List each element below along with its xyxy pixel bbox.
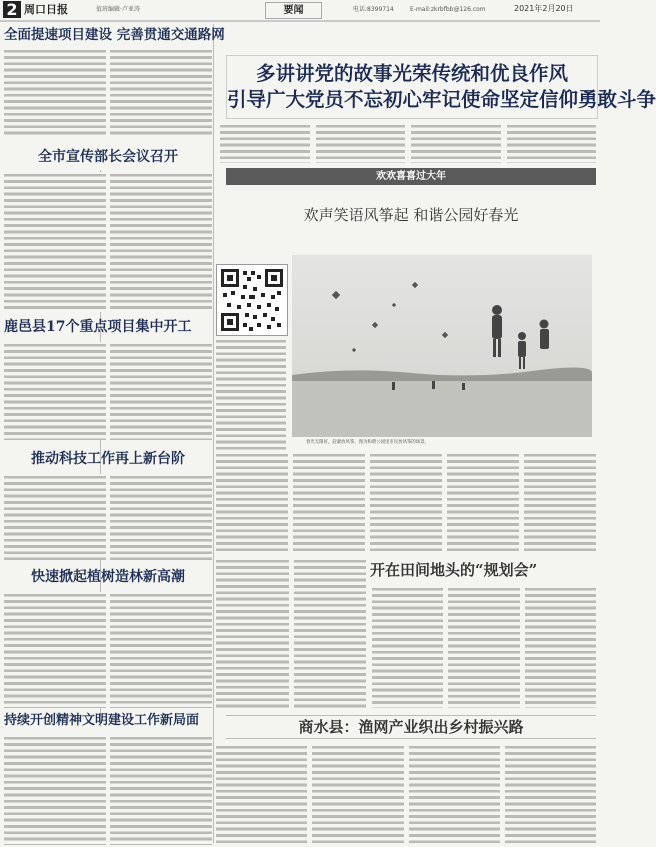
article-body-text bbox=[312, 744, 403, 844]
page-header bbox=[0, 0, 600, 22]
phone-number: 电话:8399714 bbox=[353, 6, 394, 13]
feature-body-left bbox=[216, 338, 286, 450]
issue-date: 2021年2月20日 bbox=[514, 4, 574, 13]
article-body-text bbox=[216, 452, 288, 552]
left-article bbox=[4, 26, 225, 138]
left-article bbox=[4, 568, 212, 708]
left-article bbox=[4, 318, 212, 442]
article-body-text bbox=[220, 123, 310, 163]
photo-caption: 春光无限好，赶紧放风筝。图为和谐公园里市民放风筝的场景。 bbox=[306, 440, 429, 445]
article-headline: 快速掀起植树造林新高潮 bbox=[31, 569, 185, 585]
article-body-text bbox=[507, 123, 597, 163]
article-body-text bbox=[293, 452, 365, 552]
article-body-text bbox=[4, 342, 106, 440]
article-body-text bbox=[4, 474, 106, 560]
left-article bbox=[4, 712, 212, 845]
editor-credit: 值班编辑·卢亚涛 bbox=[96, 6, 140, 13]
article-headline: 鹿邑县17个重点项目集中开工 bbox=[4, 319, 192, 335]
article-body-text bbox=[4, 172, 106, 312]
article-headline: 推动科技工作再上新台阶 bbox=[31, 451, 185, 467]
article-headline: 持续开创精神文明建设工作新局面 bbox=[4, 713, 200, 728]
article-body-text bbox=[4, 592, 106, 708]
article2-headline: 开在田间地头的“规划会” bbox=[370, 561, 538, 579]
article3-headline: 商水县：渔网产业织出乡村振兴路 bbox=[226, 715, 596, 739]
article-body-text bbox=[110, 592, 212, 708]
article-body-text bbox=[525, 586, 596, 708]
article-body-text bbox=[294, 558, 367, 708]
article-body-text bbox=[216, 558, 289, 708]
article-body-text bbox=[4, 735, 106, 845]
article3-body bbox=[216, 744, 596, 844]
feature-body bbox=[216, 452, 596, 552]
article-headline: 全市宣传部长会议召开 bbox=[38, 149, 178, 165]
article-body-text bbox=[4, 48, 106, 136]
article-body-text bbox=[316, 123, 406, 163]
article-body-text bbox=[524, 452, 596, 552]
article-body-text bbox=[370, 452, 442, 552]
page-number: 2 bbox=[3, 1, 21, 18]
left-article bbox=[4, 450, 212, 560]
article-body-text bbox=[216, 744, 307, 844]
article-body-text bbox=[448, 586, 519, 708]
article-body-text bbox=[110, 172, 212, 312]
left-article bbox=[4, 140, 212, 316]
section-title: 要闻 bbox=[265, 2, 322, 19]
article2-body-right bbox=[372, 586, 596, 708]
article-body-text bbox=[447, 452, 519, 552]
lead-article-body bbox=[220, 123, 596, 163]
article-body-text bbox=[110, 735, 212, 845]
article-body-text bbox=[372, 586, 443, 708]
feature-banner: 欢欢喜喜过大年 bbox=[226, 168, 596, 185]
kite-photo bbox=[292, 255, 592, 437]
article-headline: 全面提速项目建设 完善贯通交通路网 bbox=[4, 27, 225, 43]
paper-name: 周口日报 bbox=[24, 3, 68, 16]
qr-code[interactable] bbox=[216, 264, 288, 336]
article-body-text bbox=[505, 744, 596, 844]
article-body-text bbox=[411, 123, 501, 163]
feature-headline: 欢声笑语风筝起 和谐公园好春光 bbox=[303, 206, 519, 224]
article2-body-left bbox=[216, 558, 366, 708]
lead-headline-line2: 引导广大党员不忘初心牢记使命坚定信仰勇敢斗争 bbox=[227, 88, 656, 111]
article-body-text bbox=[110, 342, 212, 440]
article-body-text bbox=[110, 474, 212, 560]
article-body-text bbox=[110, 48, 212, 136]
article-body-text bbox=[409, 744, 500, 844]
lead-headline-box bbox=[226, 55, 656, 119]
column-divider bbox=[213, 24, 214, 843]
email-address: E-mail:zkrbfbb@126.com bbox=[410, 6, 486, 13]
article-body-text bbox=[216, 338, 286, 450]
lead-headline-line1: 多讲讲党的故事光荣传统和优良作风 bbox=[255, 62, 568, 85]
